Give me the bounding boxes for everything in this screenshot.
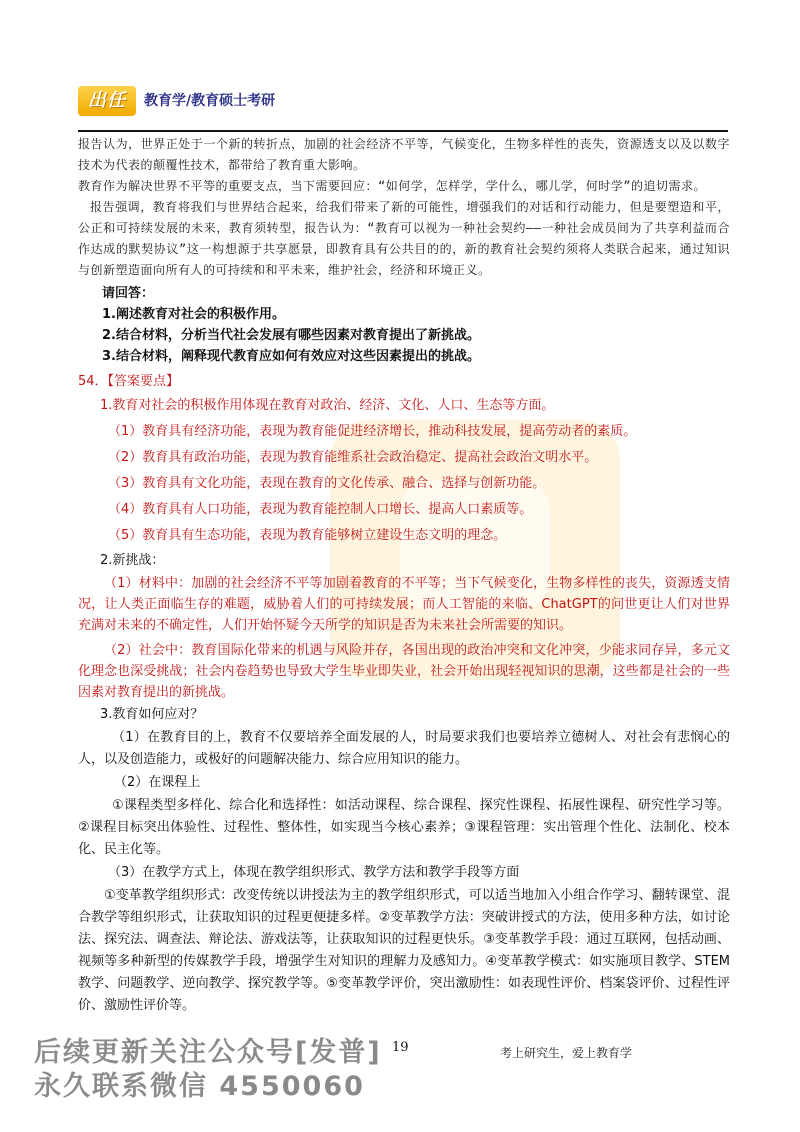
answer-part3-teaching-body: ①变革教学组织形式：改变传统以讲授法为主的教学组织形式，可以适当地加入小组合作学习、翻转课堂、混合教学等组织形式，让获取知识的过程更便捷多样。②变革教学方法：突破讲授式的方法，使用多种方法，如讨论法、探究法、调查法、辩论法、游戏法等，让获取知识的过程更快乐。③变革教学手段：通过互联网，包括动画、视频等多种新型的传媒教学手段，增强学生对知识的理解力及感知力。④变革教学模式：如实施项目教学、STEM教学、问题教学、逆向教学、探究教学等。⑤变革教学评价，突出激励性：如表现性评价、档案袋评价、过程性评价、激励性评价等。 [78,888,730,1013]
question-prompt: 请回答： [102,286,155,301]
answer-part2-item: （2）社会中：教育国际化带来的机遇与风险并存，各国出现的政治冲突和文化冲突，少能求同存异，多元文化理念也深受挑战；社会内卷趋势也导致大学生毕业即失业，社会开始出现轻视知识的思潮，这些都是社会的一些因素对教育提出的新挑战。 [78,643,730,700]
promo-line: 后续更新关注公众号[发普] [34,1037,382,1068]
header-divider [78,130,728,132]
page-content [78,134,730,1017]
header-title: 教育学/教育硕士考研 [144,93,276,109]
answer-part1-item: （2）教育具有政治功能，表现为教育能维系社会政治稳定、提高社会政治文明水平。 [108,450,598,465]
footer-promo [34,1036,382,1104]
answer-part3-curriculum-body: ①课程类型多样化、综合化和选择性：如活动课程、综合课程、探究性课程、拓展性课程、研究性学习等。②课程目标突出体验性、过程性、整体性，如实现当今核心素养；③课程管理：实出管理个性化、法制化、校本化、民主化等。 [78,798,730,857]
question-item: 1.阐述教育对社会的积极作用。 [102,307,285,322]
page-number: 19 [392,1040,409,1055]
footer-slogan: 考上研究生，爱上教育学 [500,1046,633,1060]
answer-heading: 54．【答案要点】 [78,374,180,389]
answer-part1-title: 1.教育对社会的积极作用体现在教育对政治、经济、文化、人口、生态等方面。 [100,398,555,413]
answer-part2-item: （1）材料中：加剧的社会经济不平等加剧着教育的不平等；当下气候变化，生物多样性的丧失，资源透支情况，让人类正面临生存的难题，威胁着人们的可持续发展；而人工智能的来临、ChatGPT的问世更让人们对世界充满对未来的不确定性，人们开始怀疑今天所学的知识是否为未来社会所需要的知识。 [78,576,730,633]
answer-part3-title: 3.教育如何应对？ [100,707,204,722]
answer-part1-item: （5）教育具有生态功能，表现为教育能够树立建设生态文明的理念。 [108,528,507,543]
answer-part2-title: 2.新挑战： [100,553,165,568]
brand-logo: 出任 [78,86,136,116]
material-paragraph: 报告强调，教育将我们与世界结合起来，给我们带来了新的可能性，增强我们的对话和行动能力，但是要塑造和平，公正和可持续发展的未来，教育须转型，报告认为：“教育可以视为一种社会契约——一种社会成员间为了共享利益而合作达成的默契协议”这一构想源于共享愿景，即教育具有公共目的的，新的教育社会契约须将人类联合起来，通过知识与创新塑造面向所有人的可持续和和平未来，维护社会，经济和环境正义。 [78,200,730,277]
question-item: 2.结合材料，分析当代社会发展有哪些因素对教育提出了新挑战。 [102,328,480,343]
answer-part3-teaching-title: （3）在教学方式上，体现在教学组织形式、教学方法和教学手段等方面 [108,865,520,880]
page-header [78,86,728,130]
answer-part1-item: （4）教育具有人口功能，表现为教育能控制人口增长、提高人口素质等。 [108,502,533,517]
answer-part1-item: （3）教育具有文化功能，表现在教育的文化传承、融合、选择与创新功能。 [108,476,546,491]
answer-part3-curriculum-title: （2）在课程上 [114,775,201,790]
answer-part3-aim: （1）在教育目的上，教育不仅要培养全面发展的人，时局要求我们也要培养立德树人、对社会有悲悯心的人，以及创造能力，或极好的问题解决能力、综合应用知识的能力。 [78,730,730,767]
material-paragraph: 教育作为解决世界不平等的重要支点，当下需要回应：“如何学，怎样学，学什么，哪儿学，何时学”的追切需求。 [78,179,706,193]
question-item: 3.结合材料，阐释现代教育应如何有效应对这些因素提出的挑战。 [102,349,480,364]
answer-part1-item: （1）教育具有经济功能，表现为教育能促进经济增长，推动科技发展，提高劳动者的素质。 [108,424,637,439]
promo-line: 永久联系微信 4550060 [34,1071,365,1102]
question-block [78,283,730,367]
material-paragraph: 报告认为，世界正处于一个新的转折点，加剧的社会经济不平等，气候变化，生物多样性的丧失，资源透支以及以数字技术为代表的颠覆性技术，都带给了教育重大影响。 [78,137,730,172]
